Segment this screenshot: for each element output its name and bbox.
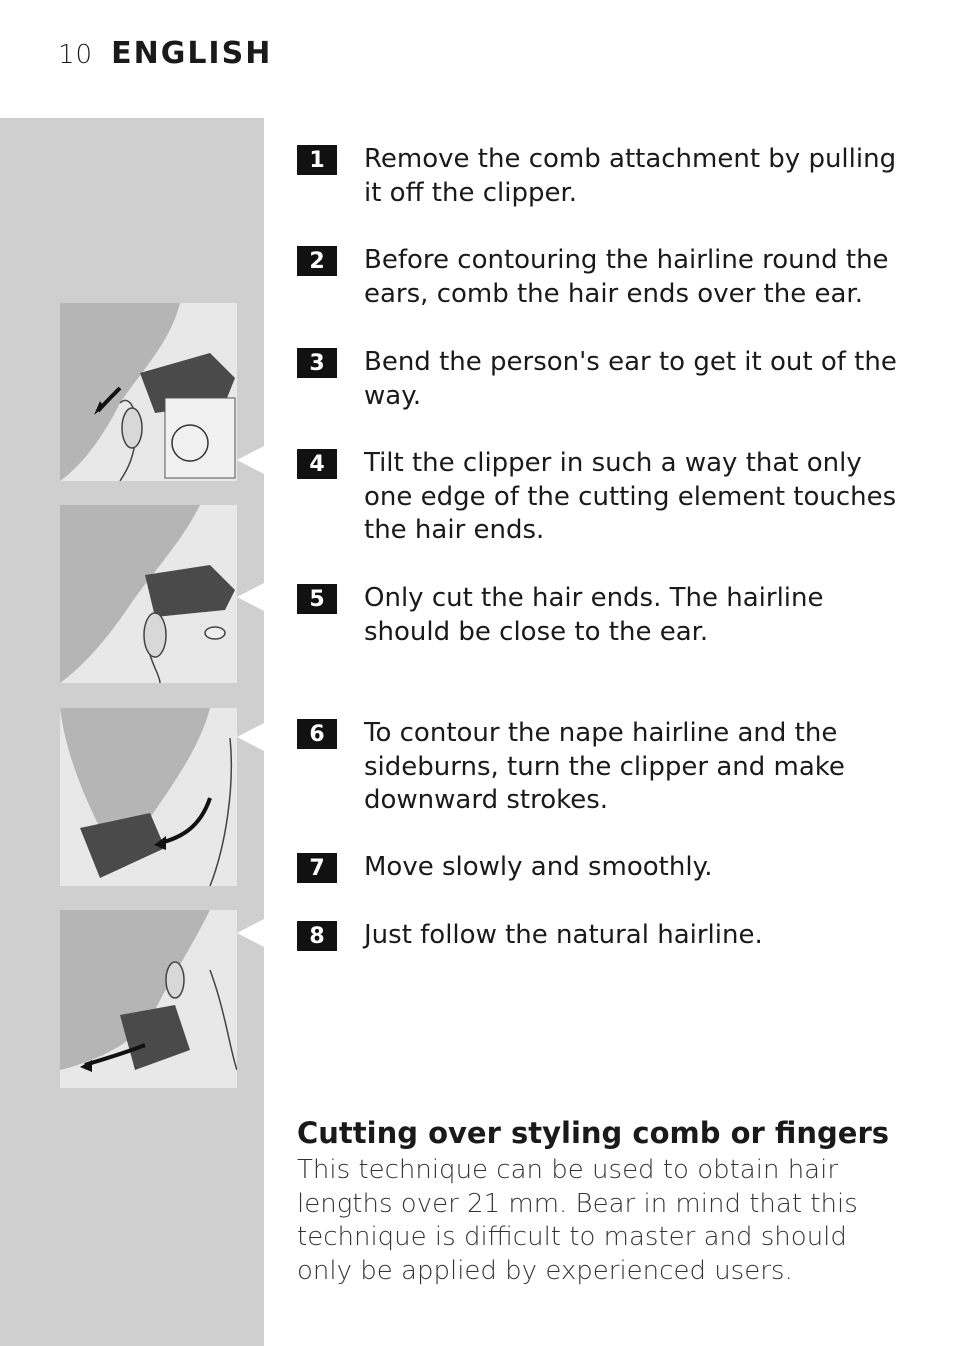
step-item [297,919,907,953]
step-number-badge: 6 [297,719,337,749]
clipper-follow-hairline-illustration [60,910,237,1088]
step-number-badge: 4 [297,449,337,479]
section-heading: Cutting over styling comb or fingers [297,1116,890,1150]
pointer-notch [237,446,264,474]
step-item [297,717,907,818]
step-number-badge: 7 [297,853,337,883]
step-text: To contour the nape hairline and the sideburns, turn the clipper and make downward strokes. [364,718,845,815]
section-body: This technique can be used to obtain hair lengths over 21 mm. Bear in mind that this technique is difficult to master and should only be applied by experienced users. [297,1155,858,1286]
step-item [297,143,907,210]
step-item [297,447,907,548]
step-text: Tilt the clipper in such a way that only one edge of the cutting element touches the hair ends. [364,448,897,545]
step-text: Only cut the hair ends. The hairline should be close to the ear. [364,583,824,647]
pointer-notch [237,723,264,751]
clipper-ear-bend-illustration [60,505,237,683]
step-item [297,582,907,649]
language-heading: ENGLISH [111,36,273,71]
step-number-badge: 8 [297,921,337,951]
step-number-badge: 2 [297,246,337,276]
page-number: 10 [58,40,94,70]
step-text: Before contouring the hairline round the ears, comb the hair ends over the ear. [364,245,889,309]
step-item [297,244,907,311]
clipper-nape-downward-illustration [60,708,237,886]
step-text: Remove the comb attachment by pulling it off the clipper. [364,144,897,208]
step-item [297,851,907,885]
step-number-badge: 5 [297,584,337,614]
page-header [58,36,272,76]
clipper-over-ear-comb-illustration [60,303,237,481]
step-number-badge: 1 [297,145,337,175]
step-text: Just follow the natural hairline. [364,920,763,950]
pointer-notch [237,919,264,947]
step-text: Bend the person's ear to get it out of the way. [364,347,897,411]
step-number-badge: 3 [297,348,337,378]
pointer-notch [237,583,264,611]
step-text: Move slowly and smoothly. [364,852,713,882]
step-item [297,346,907,413]
